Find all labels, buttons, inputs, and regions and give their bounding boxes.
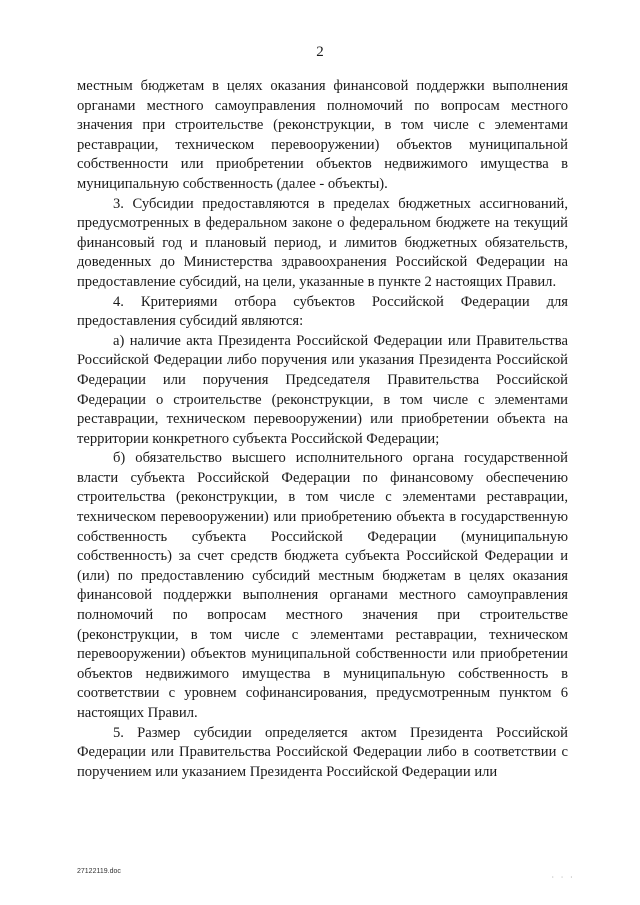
document-body: [77, 77, 568, 782]
paragraph-continuation: местным бюджетам в целях оказания финансовой поддержки выполнения органами местного самоуправления полномочий по вопросам местного значения при строительстве (реконструкции, в том числе с элементами реставрации, техническом перевооружении) объектов муниципальной собственности или приобретении объектов недвижимого имущества в муниципальную собственность (далее - объекты).: [77, 78, 568, 192]
paragraph-clause-4: 4. Критериями отбора субъектов Российской Федерации для предоставления субсидий являются:: [77, 293, 568, 330]
paragraph-clause-4b: б) обязательство высшего исполнительного органа государственной власти субъекта Российской Федерации по финансовому обеспечению строительства (реконструкции, в том числе с элементами реставрации, техническом перевооружении) или приобретению объекта в государственную собственность субъекта Российской Федерации (муниципальную собственность) за счет средств бюджета субъекта Российской Федерации и (или) по предоставлению субсидий местным бюджетам в целях оказания финансовой поддержки выполнения органами местного самоуправления полномочий по вопросам местного значения при строительстве (реконструкции, в том числе с элементами реставрации, техническом перевооружении) объектов муниципальной собственности или приобретении объектов недвижимого имущества в муниципальную собственность в соответствии с уровнем софинансирования, предусмотренным пунктом 6 настоящих Правил.: [77, 450, 568, 721]
footer-doc-id: 27122119.doc: [77, 868, 121, 875]
paragraph-clause-4a: а) наличие акта Президента Российской Федерации или Правительства Российской Федерации либо поручения или указания Президента Российской Федерации или поручения Председателя Правительства Российской Федерации о строительстве (реконструкции, в том числе с элементами реставрации, техническом перевооружении) или приобретении объекта на территории конкретного субъекта Российской Федерации;: [77, 332, 568, 447]
paragraph-clause-5: 5. Размер субсидии определяется актом Президента Российской Федерации или Правительства Российской Федерации либо в соответствии с поручением или указанием Президента Российской Федерации или: [77, 724, 568, 780]
page-number: 2: [316, 44, 324, 60]
scan-artifact-mark: · · ·: [551, 874, 575, 881]
paragraph-clause-3: 3. Субсидии предоставляются в пределах бюджетных ассигнований, предусмотренных в федеральном законе о федеральном бюджете на текущий финансовый год и плановый период, и лимитов бюджетных обязательств, доведенных до Министерства здравоохранения Российской Федерации на предоставление субсидий, на цели, указанные в пункте 2 настоящих Правил.: [77, 195, 568, 290]
